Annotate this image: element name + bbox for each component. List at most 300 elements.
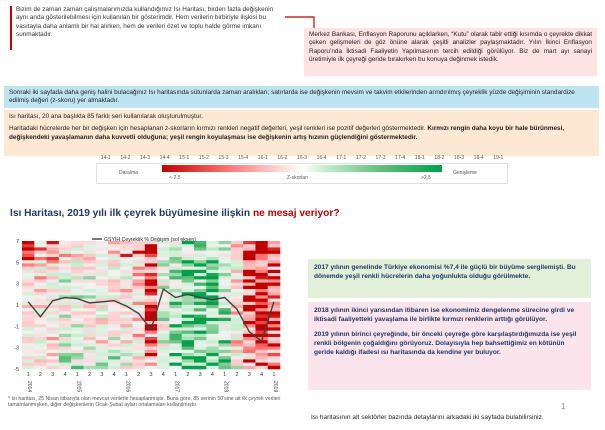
heatmap-cell bbox=[96, 334, 109, 338]
heatmap-cell bbox=[182, 244, 195, 248]
heatmap-cell bbox=[182, 347, 195, 351]
heatmap-cell bbox=[83, 276, 96, 280]
heatmap-cell bbox=[96, 356, 109, 360]
heatmap-cell bbox=[34, 366, 47, 370]
heatmap-cell bbox=[182, 343, 195, 347]
x-quarter-label: 1 bbox=[223, 372, 227, 378]
heatmap-cell bbox=[133, 363, 146, 367]
heatmap-cell bbox=[157, 305, 170, 309]
heatmap-cell bbox=[243, 311, 256, 315]
x-quarter-label: 3 bbox=[100, 372, 104, 378]
heatmap-cell bbox=[169, 257, 182, 261]
heatmap-cell bbox=[194, 283, 207, 287]
heatmap-cell bbox=[194, 359, 207, 363]
heatmap-cell bbox=[96, 340, 109, 344]
heatmap-cell bbox=[96, 324, 109, 328]
heatmap-cell bbox=[157, 324, 170, 328]
heatmap-cell bbox=[255, 257, 268, 261]
heatmap-cell bbox=[255, 276, 268, 280]
heatmap-cell bbox=[268, 283, 281, 287]
heatmap-cell bbox=[47, 279, 60, 283]
heatmap-cell bbox=[22, 308, 35, 312]
heatmap-cell bbox=[22, 270, 35, 274]
x-quarter-label: 2 bbox=[137, 372, 141, 378]
heatmap-cell bbox=[169, 321, 182, 325]
heatmap-cell bbox=[83, 331, 96, 335]
heatmap-cell bbox=[219, 340, 232, 344]
heatmap-cell bbox=[83, 363, 96, 367]
heatmap-cell bbox=[108, 279, 121, 283]
heatmap-cell bbox=[71, 263, 84, 267]
heatmap-cell bbox=[255, 289, 268, 293]
heatmap-cell bbox=[182, 315, 195, 319]
merkez-bankasi-note bbox=[304, 28, 597, 76]
heatmap-cell bbox=[182, 270, 195, 274]
heatmap-cell bbox=[96, 331, 109, 335]
heatmap-cell bbox=[71, 318, 84, 322]
heatmap-cell bbox=[194, 270, 207, 274]
heatmap-cell bbox=[219, 267, 232, 271]
heatmap-cell bbox=[255, 366, 268, 370]
heatmap-cell bbox=[120, 273, 133, 277]
heatmap-cell bbox=[22, 327, 35, 331]
heatmap-cell bbox=[108, 363, 121, 367]
heatmap-cell bbox=[120, 337, 133, 341]
legend-month-label: 17-3 bbox=[375, 155, 386, 161]
heatmap-cell bbox=[108, 292, 121, 296]
heatmap-cell bbox=[169, 340, 182, 344]
heatmap-cell bbox=[145, 251, 158, 255]
heatmap-cell bbox=[133, 283, 146, 287]
panel-2019-text: 2019 yılının birinci çeyreğinde, bir önceki çeyreğe göre karşılaştırdığımızda ise yeşil renkli bölgenin çoğaldığını görüyoruz. Dolayısıyla hep bahsettiğimiz en kötünün geride kaldığı ifadesi ısı haritasında da kendine yer buluyor. bbox=[314, 331, 577, 356]
heatmap-cell bbox=[219, 331, 232, 335]
heatmap-cell bbox=[59, 315, 72, 319]
heatmap-cell bbox=[194, 279, 207, 283]
heatmap-cell bbox=[22, 241, 35, 245]
heatmap-cell bbox=[96, 305, 109, 309]
heatmap-cell bbox=[47, 363, 60, 367]
heatmap-cell bbox=[71, 331, 84, 335]
heatmap-cell bbox=[206, 260, 219, 264]
heatmap-cell bbox=[22, 251, 35, 255]
heatmap-cell bbox=[219, 359, 232, 363]
heatmap-cell bbox=[108, 260, 121, 264]
heatmap-cell bbox=[96, 295, 109, 299]
heatmap-cell bbox=[219, 318, 232, 322]
heatmap-cell bbox=[206, 273, 219, 277]
heatmap-cell bbox=[182, 302, 195, 306]
heatmap-cell bbox=[169, 347, 182, 351]
heatmap-cell bbox=[243, 295, 256, 299]
heatmap-cell bbox=[255, 302, 268, 306]
heatmap-cell bbox=[157, 279, 170, 283]
heatmap-cell bbox=[243, 337, 256, 341]
heatmap-cell bbox=[219, 321, 232, 325]
legend-month-label: 15-4 bbox=[238, 155, 249, 161]
heatmap-cell bbox=[169, 363, 182, 367]
heatmap-cell bbox=[194, 263, 207, 267]
heatmap-cell bbox=[194, 273, 207, 277]
heatmap-cell bbox=[96, 260, 109, 264]
heatmap-cell bbox=[145, 359, 158, 363]
heatmap-cell bbox=[96, 347, 109, 351]
y-tick-label: -3 bbox=[14, 345, 19, 352]
x-quarter-label: 4 bbox=[260, 372, 264, 378]
heatmap-cell bbox=[169, 350, 182, 354]
heatmap-cell bbox=[206, 244, 219, 248]
heatmap-cell bbox=[83, 315, 96, 319]
heatmap-cell bbox=[96, 276, 109, 280]
heatmap-cell bbox=[22, 359, 35, 363]
heatmap-cell bbox=[231, 263, 244, 267]
heatmap-cell bbox=[133, 302, 146, 306]
heatmap-cell bbox=[133, 273, 146, 277]
heatmap-cell bbox=[108, 308, 121, 312]
heatmap-cell bbox=[206, 340, 219, 344]
heatmap-cell bbox=[71, 244, 84, 248]
heatmap-cell bbox=[194, 276, 207, 280]
heatmap-cell bbox=[243, 254, 256, 257]
legend-month-label: 19-1 bbox=[493, 155, 504, 161]
heatmap-cell bbox=[268, 366, 281, 370]
heatmap-cell bbox=[133, 321, 146, 325]
heatmap-cell bbox=[71, 340, 84, 344]
heatmap-cell bbox=[206, 292, 219, 296]
heatmap-cell bbox=[268, 356, 281, 360]
heatmap-cell bbox=[59, 257, 72, 261]
heatmap-cell bbox=[268, 292, 281, 296]
heatmap-cell bbox=[47, 276, 60, 280]
legend-month-label: 18-3 bbox=[454, 155, 465, 161]
heatmap-cell bbox=[145, 347, 158, 351]
heatmap-cell bbox=[133, 347, 146, 351]
heatmap-cell bbox=[231, 270, 244, 274]
heatmap-cell bbox=[145, 299, 158, 303]
heatmap-cell bbox=[182, 279, 195, 283]
heatmap-cell bbox=[47, 241, 60, 245]
heatmap-cell bbox=[268, 241, 281, 245]
heatmap-cell bbox=[47, 334, 60, 338]
heatmap-cell bbox=[194, 292, 207, 296]
heatmap-cell bbox=[96, 292, 109, 296]
heatmap-cell bbox=[71, 363, 84, 367]
heatmap-cell bbox=[108, 366, 121, 370]
heatmap-cell bbox=[71, 366, 84, 370]
heatmap-cell bbox=[120, 350, 133, 354]
heatmap-cell bbox=[145, 308, 158, 312]
heatmap-cell bbox=[59, 331, 72, 335]
heatmap-cell bbox=[206, 302, 219, 306]
heatmap-cell bbox=[255, 247, 268, 251]
heatmap-cell bbox=[194, 356, 207, 360]
heatmap-cell bbox=[71, 267, 84, 271]
heatmap-cell bbox=[22, 350, 35, 354]
heatmap-cell bbox=[145, 276, 158, 280]
heatmap-cell bbox=[157, 273, 170, 277]
heatmap-cell bbox=[34, 324, 47, 328]
heatmap-cell bbox=[71, 241, 84, 245]
heatmap-cell bbox=[145, 292, 158, 296]
heatmap-cell bbox=[34, 305, 47, 309]
heatmap-cell bbox=[47, 283, 60, 287]
heatmap-cell bbox=[182, 311, 195, 315]
heatmap-cell bbox=[120, 244, 133, 248]
heatmap-cell bbox=[22, 295, 35, 299]
heatmap-cell bbox=[182, 331, 195, 335]
heatmap-cell bbox=[120, 283, 133, 287]
heatmap-cell bbox=[47, 337, 60, 341]
heatmap-cell bbox=[34, 244, 47, 248]
legend-month-label: 18-4 bbox=[473, 155, 484, 161]
heatmap-cell bbox=[47, 315, 60, 319]
legend-genisleme: Genişleme bbox=[453, 170, 477, 176]
heatmap-cell bbox=[182, 254, 195, 257]
heatmap-cell bbox=[231, 353, 244, 357]
heatmap-cell bbox=[157, 263, 170, 267]
heatmap-cell bbox=[120, 353, 133, 357]
heatmap-cell bbox=[243, 363, 256, 367]
heatmap-cell bbox=[243, 340, 256, 344]
heatmap-cell bbox=[255, 350, 268, 354]
heatmap-cell bbox=[206, 241, 219, 245]
heatmap-cell bbox=[243, 292, 256, 296]
legend-month-label: 18-2 bbox=[434, 155, 445, 161]
heatmap-cell bbox=[83, 343, 96, 347]
heatmap-cell bbox=[133, 292, 146, 296]
construction-line-1: Isı haritası, 20 ana başlıkta 85 farklı seri kullanılarak oluşturulmuştur. bbox=[9, 113, 203, 120]
heatmap-cell bbox=[206, 321, 219, 325]
heatmap-cell bbox=[255, 260, 268, 264]
heatmap-cell bbox=[120, 366, 133, 370]
heatmap-cell bbox=[255, 241, 268, 245]
heatmap-cell bbox=[71, 286, 84, 290]
heatmap-cell bbox=[255, 267, 268, 271]
heatmap-cell bbox=[182, 340, 195, 344]
heatmap-cell bbox=[96, 327, 109, 331]
heatmap-cell bbox=[169, 267, 182, 271]
heatmap-cell bbox=[47, 295, 60, 299]
heatmap-cell bbox=[133, 327, 146, 331]
heatmap-cell bbox=[83, 327, 96, 331]
heatmap-cell bbox=[22, 331, 35, 335]
heatmap-cell bbox=[83, 241, 96, 245]
heatmap-cell bbox=[120, 289, 133, 293]
heatmap-cell bbox=[194, 334, 207, 338]
heatmap-cell bbox=[22, 257, 35, 261]
heatmap-cell bbox=[120, 331, 133, 335]
heatmap-cell bbox=[145, 244, 158, 248]
heatmap-cell bbox=[268, 308, 281, 312]
heatmap-cell bbox=[108, 254, 121, 257]
heatmap-cell bbox=[157, 267, 170, 271]
heatmap-cell bbox=[71, 292, 84, 296]
heatmap-cell bbox=[59, 244, 72, 248]
heatmap-cell bbox=[133, 244, 146, 248]
heatmap-cell bbox=[108, 359, 121, 363]
heatmap-cell bbox=[22, 279, 35, 283]
heatmap-cell bbox=[133, 305, 146, 309]
heatmap-cell bbox=[231, 356, 244, 360]
heatmap-cell bbox=[71, 276, 84, 280]
heatmap-cell bbox=[194, 363, 207, 367]
heatmap-cell bbox=[182, 251, 195, 255]
heatmap-cell bbox=[96, 283, 109, 287]
heatmap-cell bbox=[231, 340, 244, 344]
heatmap-cell bbox=[268, 244, 281, 248]
heatmap-cell bbox=[219, 263, 232, 267]
heatmap-cell bbox=[108, 276, 121, 280]
heatmap-cell bbox=[22, 318, 35, 322]
heatmap-cell bbox=[206, 356, 219, 360]
heatmap-cell bbox=[83, 254, 96, 257]
heatmap-cell bbox=[206, 359, 219, 363]
heatmap-cell bbox=[71, 270, 84, 274]
heatmap-cell bbox=[34, 254, 47, 257]
heatmap-cell bbox=[34, 270, 47, 274]
heatmap-cell bbox=[34, 359, 47, 363]
heatmap-cell bbox=[194, 247, 207, 251]
heatmap-cell bbox=[243, 241, 256, 245]
heatmap-cell bbox=[83, 247, 96, 251]
heatmap-cell bbox=[108, 347, 121, 351]
x-quarter-label: 2 bbox=[235, 372, 239, 378]
heatmap-cell bbox=[34, 251, 47, 255]
heatmap-cell bbox=[268, 247, 281, 251]
heatmap-cell bbox=[108, 321, 121, 325]
heatmap-cell bbox=[231, 359, 244, 363]
heatmap-cell bbox=[47, 270, 60, 274]
heatmap-cell bbox=[194, 366, 207, 370]
heatmap-cell bbox=[231, 289, 244, 293]
heatmap-svg bbox=[8, 231, 284, 392]
heatmap-cell bbox=[96, 321, 109, 325]
x-quarter-label: 3 bbox=[51, 372, 55, 378]
heatmap-cell bbox=[71, 289, 84, 293]
heatmap-cell bbox=[268, 359, 281, 363]
heatmap-cell bbox=[182, 305, 195, 309]
heatmap-cell bbox=[231, 273, 244, 277]
panel-2017-text: 2017 yılının genelinde Türkiye ekonomisi %7,4 ile güçlü bir büyüme sergilemişti. Bu dönemde yeşil renkli hücrelerin daha yoğunlukta olduğu görülmekte. bbox=[314, 264, 576, 280]
x-year-label: 2016 bbox=[124, 381, 131, 392]
legend-month-label: 17-2 bbox=[355, 155, 366, 161]
heatmap-cell bbox=[83, 295, 96, 299]
heatmap-cell bbox=[108, 305, 121, 309]
heatmap-cell bbox=[268, 286, 281, 290]
heatmap-cell bbox=[83, 251, 96, 255]
heatmap-cell bbox=[133, 263, 146, 267]
heatmap-cell bbox=[231, 241, 244, 245]
heatmap-cell bbox=[108, 340, 121, 344]
heatmap-cell bbox=[71, 247, 84, 251]
legend-daralma: Daralma bbox=[119, 170, 138, 176]
heatmap-cell bbox=[96, 289, 109, 293]
heatmap-cell bbox=[157, 244, 170, 248]
heatmap-cell bbox=[231, 299, 244, 303]
heatmap-cell bbox=[169, 311, 182, 315]
heatmap-cell bbox=[157, 353, 170, 357]
heatmap-cell bbox=[219, 251, 232, 255]
heatmap-cell bbox=[231, 267, 244, 271]
heatmap-cell bbox=[219, 273, 232, 277]
heatmap-cell bbox=[22, 321, 35, 325]
heatmap-cell bbox=[255, 331, 268, 335]
heatmap-cell bbox=[182, 283, 195, 287]
heatmap-cell bbox=[219, 305, 232, 309]
heatmap-cell bbox=[34, 350, 47, 354]
heatmap-cell bbox=[219, 353, 232, 357]
heatmap-cell bbox=[157, 321, 170, 325]
legend-month-label: 14-3 bbox=[140, 155, 151, 161]
heatmap-cell bbox=[219, 260, 232, 264]
heatmap-cell bbox=[108, 331, 121, 335]
heatmap-cell bbox=[96, 254, 109, 257]
heatmap-cell bbox=[157, 283, 170, 287]
heatmap-cell bbox=[145, 356, 158, 360]
heatmap-cell bbox=[255, 315, 268, 319]
heatmap-cell bbox=[96, 308, 109, 312]
heatmap-cell bbox=[243, 263, 256, 267]
heatmap-cell bbox=[145, 257, 158, 261]
heatmap-cell bbox=[96, 247, 109, 251]
heatmap-cell bbox=[243, 257, 256, 261]
heatmap-cell bbox=[169, 289, 182, 293]
heatmap-cell bbox=[243, 270, 256, 274]
x-quarter-label: 2 bbox=[186, 372, 190, 378]
heatmap-cell bbox=[157, 257, 170, 261]
heatmap-cell bbox=[194, 315, 207, 319]
heatmap-cell bbox=[157, 337, 170, 341]
heatmap-cell bbox=[22, 276, 35, 280]
heatmap-cell bbox=[231, 257, 244, 261]
heatmap-cell bbox=[133, 289, 146, 293]
x-year-label: 2015 bbox=[75, 381, 82, 392]
heatmap-cell bbox=[182, 356, 195, 360]
heatmap-cell bbox=[169, 273, 182, 277]
heatmap-cell bbox=[133, 295, 146, 299]
heatmap-cell bbox=[59, 343, 72, 347]
heatmap-cell bbox=[206, 283, 219, 287]
heatmap-cell bbox=[71, 321, 84, 325]
heatmap-cell bbox=[243, 359, 256, 363]
heatmap-cell bbox=[268, 254, 281, 257]
heatmap-cell bbox=[22, 267, 35, 271]
heatmap-cell bbox=[34, 263, 47, 267]
heatmap-section-title bbox=[10, 208, 340, 219]
heatmap-cell bbox=[34, 363, 47, 367]
heatmap-cell bbox=[120, 270, 133, 274]
heatmap-cell bbox=[157, 247, 170, 251]
heatmap-cell bbox=[120, 343, 133, 347]
heatmap-cell bbox=[71, 251, 84, 255]
heatmap-cell bbox=[206, 286, 219, 290]
heatmap-cell bbox=[59, 286, 72, 290]
heatmap-cell bbox=[108, 283, 121, 287]
heatmap-cell bbox=[108, 311, 121, 315]
heatmap-cell bbox=[34, 353, 47, 357]
legend-month-label: 15-3 bbox=[218, 155, 229, 161]
heatmap-cell bbox=[133, 299, 146, 303]
heatmap-cell bbox=[182, 334, 195, 338]
heatmap-cell bbox=[120, 247, 133, 251]
heatmap-cell bbox=[255, 263, 268, 267]
heatmap-cell bbox=[243, 283, 256, 287]
heatmap-cell bbox=[34, 279, 47, 283]
heatmap-cell bbox=[47, 244, 60, 248]
heatmap-cell bbox=[145, 260, 158, 264]
heatmap-cell bbox=[169, 337, 182, 341]
heatmap-cell bbox=[120, 327, 133, 331]
heatmap-cell bbox=[182, 247, 195, 251]
